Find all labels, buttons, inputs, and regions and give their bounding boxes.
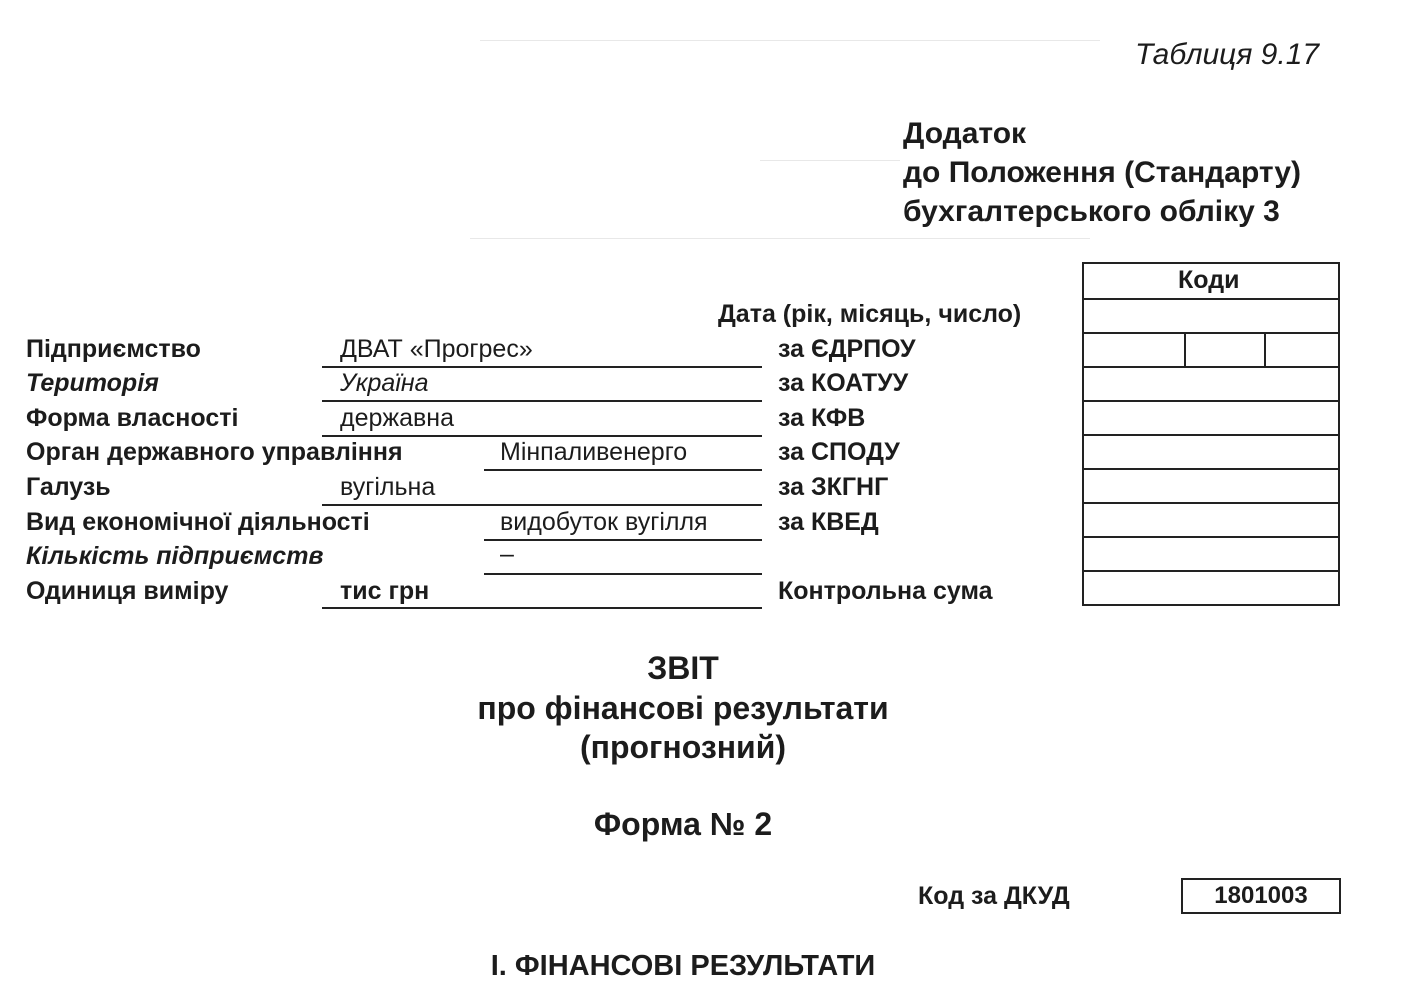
industry-label: Галузь <box>26 473 111 501</box>
territory-label: Територія <box>26 369 159 397</box>
activity-underline <box>484 539 762 541</box>
date-divider-2 <box>1264 332 1266 366</box>
report-title: ЗВІТ <box>647 650 719 686</box>
unit-value[interactable]: тис грн <box>340 577 430 605</box>
code-edrpou-cell[interactable] <box>1084 332 1338 368</box>
code-date-cell[interactable] <box>1084 298 1338 334</box>
unit-underline <box>322 607 762 609</box>
ownership-value[interactable]: державна <box>340 404 455 432</box>
spodu-label: за СПОДУ <box>778 438 900 466</box>
appendix-line-3: бухгалтерського обліку 3 <box>903 195 1280 228</box>
dkud-label: Код за ДКУД <box>918 882 1070 910</box>
kfv-label: за КФВ <box>778 404 866 432</box>
ownership-label: Форма власності <box>26 404 239 432</box>
appendix-line-1: Додаток <box>903 117 1027 150</box>
enterprise-value[interactable]: ДВАТ «Прогрес» <box>340 335 533 363</box>
checksum-label: Контрольна сума <box>778 577 993 605</box>
industry-underline <box>322 504 762 506</box>
unit-label: Одиниця виміру <box>26 577 229 605</box>
authority-underline <box>484 469 762 471</box>
authority-value[interactable]: Мінпаливенерго <box>500 438 688 466</box>
code-kfv-cell[interactable] <box>1084 400 1338 436</box>
count-label: Кількість підприємств <box>26 542 324 570</box>
activity-label: Вид економічної діяльності <box>26 508 370 536</box>
zkgng-label: за ЗКГНГ <box>778 473 889 501</box>
code-zkgng-cell[interactable] <box>1084 468 1338 504</box>
codes-box <box>1082 262 1340 606</box>
authority-label: Орган державного управління <box>26 438 403 466</box>
kved-label: за КВЕД <box>778 508 879 536</box>
table-number: Таблиця 9.17 <box>1135 38 1320 71</box>
edrpou-label: за ЄДРПОУ <box>778 335 916 363</box>
date-label: Дата (рік, місяць, число) <box>718 300 1022 328</box>
code-count-cell[interactable] <box>1084 536 1338 572</box>
territory-underline <box>322 400 762 402</box>
code-kved-cell[interactable] <box>1084 502 1338 538</box>
report-kind: (прогнозний) <box>579 729 787 765</box>
report-subtitle: про фінансові результати <box>477 690 889 726</box>
ownership-underline <box>322 435 762 437</box>
territory-value[interactable]: Україна <box>340 369 429 397</box>
code-koatuu-cell[interactable] <box>1084 366 1338 402</box>
count-value[interactable]: – <box>500 540 514 568</box>
koatuu-label: за КОАТУУ <box>778 369 909 397</box>
date-divider-1 <box>1184 332 1186 366</box>
enterprise-underline <box>322 366 762 368</box>
code-spodu-cell[interactable] <box>1084 434 1338 470</box>
section-title: І. ФІНАНСОВІ РЕЗУЛЬТАТИ <box>490 950 876 982</box>
count-underline <box>484 573 762 575</box>
industry-value[interactable]: вугільна <box>340 473 436 501</box>
dkud-value[interactable]: 1801003 <box>1181 878 1341 914</box>
activity-value[interactable]: видобуток вугілля <box>500 508 708 536</box>
codes-header: Коди <box>1178 266 1240 294</box>
form-number: Форма № 2 <box>593 806 773 842</box>
appendix-line-2: до Положення (Стандарту) <box>903 156 1301 189</box>
enterprise-label: Підприємство <box>26 335 201 363</box>
